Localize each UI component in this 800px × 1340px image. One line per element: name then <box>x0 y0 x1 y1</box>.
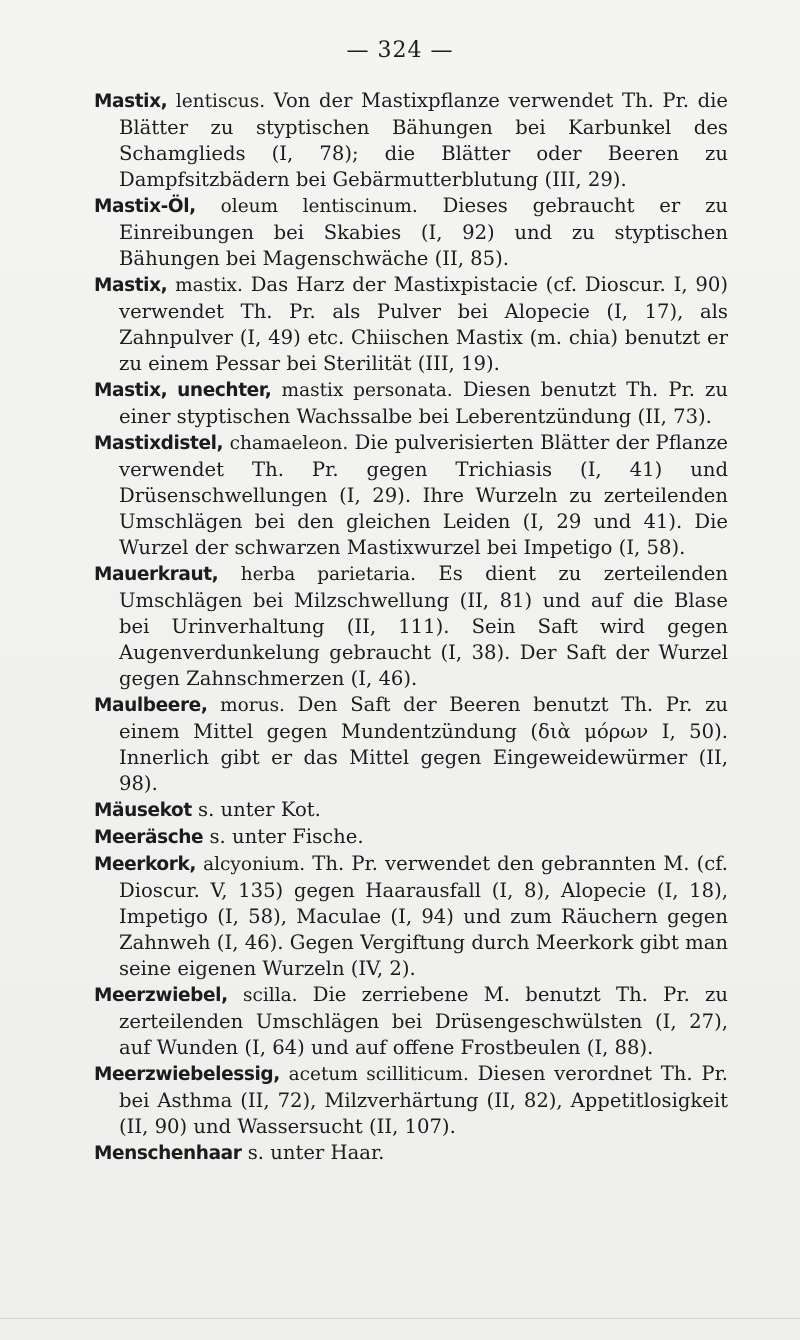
entry-meerkork <box>94 851 728 982</box>
entry-text: Es dient zu zerteilenden Umschlägen bei Milzschwellung (II, 81) und auf die Blase bei Urinverhaltung (II, 111). Sein Saft wird gegen Augenverdunkelung gebraucht (I, 38). Der Saft der Wurzel gegen Zahnschmerzen (I, 46). <box>119 562 728 690</box>
entry-text: Das Harz der Mastixpistacie (cf. Dioscur. I, 90) verwendet Th. Pr. als Pulver bei Alopecie (I, 17), als Zahnpulver (I, 49) etc. Chiischen Mastix (m. chia) benutzt er zu einem Pessar bei Sterilität (III, 19). <box>119 273 728 375</box>
headword: Meerzwiebel, <box>94 985 228 1006</box>
latin-term: oleum lentiscinum. <box>220 196 418 217</box>
headword: Mastix, <box>94 91 168 112</box>
entry-maeusekot <box>94 797 728 824</box>
entry-text: Diesen benutzt Th. Pr. zu einer styptischen Wachssalbe bei Leberentzündung (II, 73). <box>119 378 728 428</box>
headword: Maulbeere, <box>94 695 208 716</box>
entry-meerzwiebel <box>94 982 728 1061</box>
headword: Mäusekot <box>94 800 192 821</box>
entry-mastix-unechter <box>94 377 728 430</box>
entry-text: Die zerriebene M. benutzt Th. Pr. zu zerteilenden Umschlägen bei Drüsengeschwülsten (I, 27), auf Wunden (I, 64) und auf offene Frostbeulen (I, 88). <box>119 983 728 1059</box>
page-number: — 324 — <box>346 38 454 63</box>
scan-edge <box>0 1318 800 1319</box>
latin-term: scilla. <box>243 985 298 1006</box>
latin-term: alcyonium. <box>203 854 306 875</box>
entry-meerzwiebelessig <box>94 1061 728 1140</box>
entry-mauerkraut <box>94 561 728 692</box>
entry-text: Von der Mastixpflanze verwendet Th. Pr. die Blätter zu styptischen Bähungen bei Karbunkel des Schamglieds (I, 78); die Blätter oder Beeren zu Dampfsitzbädern bei Gebärmutterblutung (III, 29). <box>119 89 728 191</box>
entry-menschenhaar <box>94 1140 728 1167</box>
entry-text: Den Saft der Beeren benutzt Th. Pr. zu einem Mittel gegen Mundentzündung (διὰ μόρων I, 50). Innerlich gibt er das Mittel gegen Eingeweidewürmer (II, 98). <box>119 693 729 795</box>
headword: Meerkork, <box>94 854 196 875</box>
entry-text: Th. Pr. verwendet den gebrannten M. (cf. Dioscur. V, 135) gegen Haarausfall (I, 8), Alopecie (I, 18), Impetigo (I, 58), Maculae (I, 94) und zum Räuchern gegen Zahnweh (I, 46). Gegen Vergiftung durch Meerkork gibt man seine eigenen Wurzeln (IV, 2). <box>119 852 728 980</box>
headword: Meerzwiebelessig, <box>94 1064 280 1085</box>
entry-text: Die pulverisierten Blätter der Pflanze verwendet Th. Pr. gegen Trichiasis (I, 41) und Drüsenschwellungen (I, 29). Ihre Wurzeln zu zerteilenden Umschlägen bei den gleichen Leiden (I, 29 und 41). Die Wurzel der schwarzen Mastixwurzel bei Impetigo (I, 58). <box>119 431 729 559</box>
headword: Menschenhaar <box>94 1143 242 1164</box>
entry-text: s. unter Fische. <box>209 825 364 848</box>
entry-mastix-lentiscus <box>94 88 728 193</box>
latin-term: mastix personata. <box>281 380 453 401</box>
headword: Mauerkraut, <box>94 564 219 585</box>
headword: Mastix-Öl, <box>94 196 196 217</box>
headword: Mastixdistel, <box>94 433 224 454</box>
entry-meeraesche <box>94 824 728 851</box>
latin-term: acetum scilliticum. <box>288 1064 469 1085</box>
entry-text: s. unter Kot. <box>198 798 321 821</box>
latin-term: chamaeleon. <box>229 433 349 454</box>
entry-maulbeere <box>94 692 728 797</box>
entry-text: s. unter Haar. <box>247 1141 385 1164</box>
headword: Mastix, <box>94 275 168 296</box>
entry-text: Diesen verordnet Th. Pr. bei Asthma (II, 72), Milzverhärtung (II, 82), Appetitlosigkeit (II, 90) und Wassersucht (II, 107). <box>119 1062 729 1138</box>
entry-mastix-oel <box>94 193 728 272</box>
latin-term: morus. <box>220 695 285 716</box>
entry-text: Dieses gebraucht er zu Einreibungen bei Skabies (I, 92) und zu styptischen Bähungen bei Magenschwäche (II, 85). <box>119 194 729 270</box>
latin-term: mastix. <box>175 275 243 296</box>
entry-mastix-mastix <box>94 272 728 377</box>
glossary-entries <box>94 88 728 1167</box>
headword: Meeräsche <box>94 827 204 848</box>
latin-term: lentiscus. <box>175 91 266 112</box>
latin-term: herba parietaria. <box>240 564 417 585</box>
entry-mastixdistel <box>94 430 728 561</box>
headword: Mastix, unechter, <box>94 380 272 401</box>
